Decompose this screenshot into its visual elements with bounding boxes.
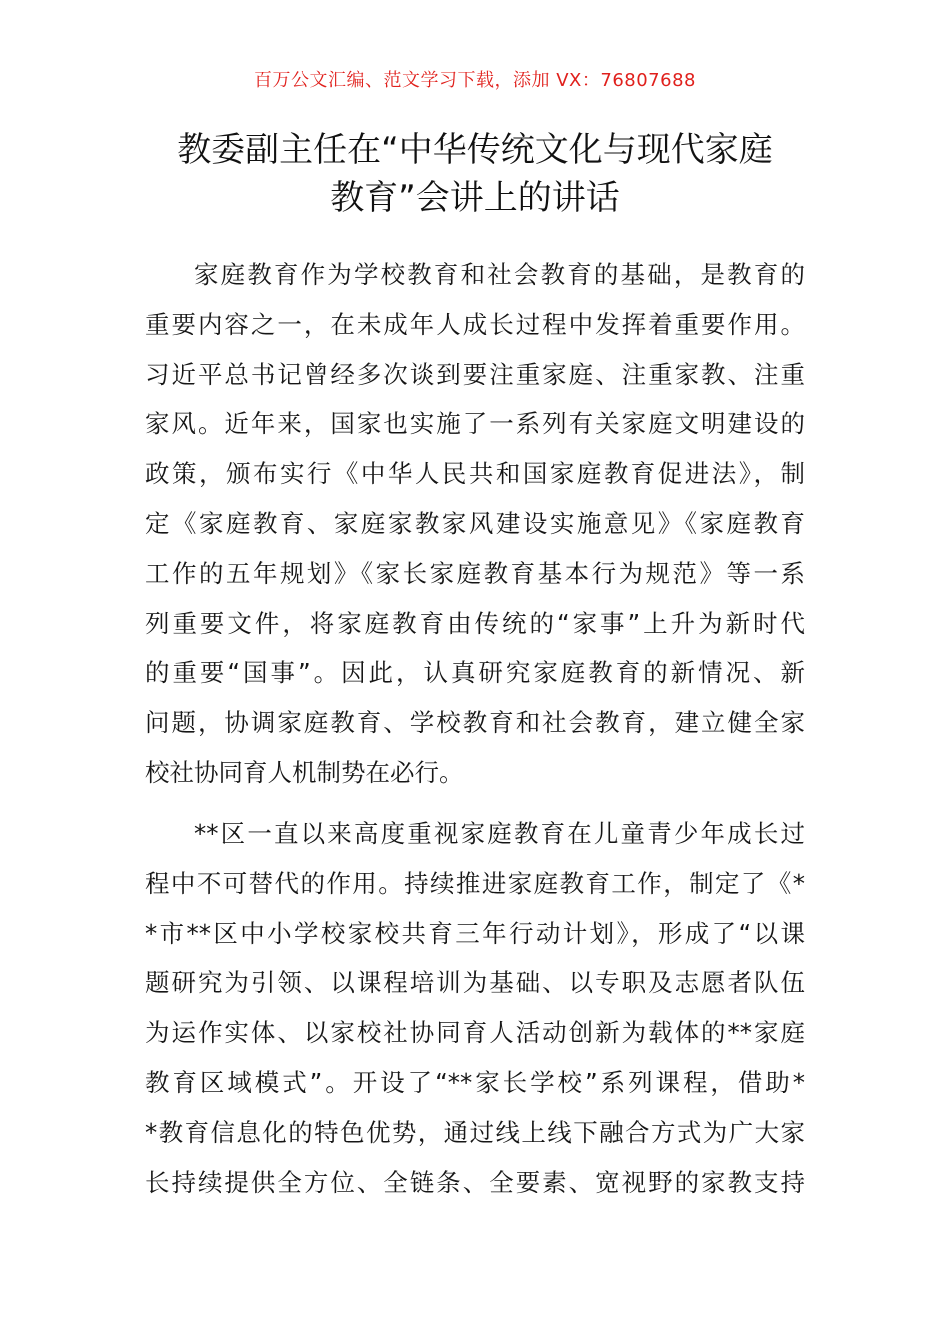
paragraph-line: 长持续提供全方位、全链条、全要素、宽视野的家教支持 <box>145 1167 805 1197</box>
paragraph-line: 为运作实体、以家校社协同育人活动创新为载体的**家庭 <box>145 1018 805 1048</box>
header-note: 百万公文汇编、范文学习下载，添加 VX：76807688 <box>254 70 696 91</box>
paragraph-line: 家风。近年来，国家也实施了一系列有关家庭文明建设的 <box>145 409 805 439</box>
title-line: 教委副主任在“中华传统文化与现代家庭 <box>177 130 773 170</box>
paragraph-line: 校社协同育人机制势在必行。 <box>145 757 464 787</box>
paragraph-line: 题研究为引领、以课程培训为基础、以专职及志愿者队伍 <box>145 968 805 998</box>
title-line: 教育”会讲上的讲话 <box>330 178 620 218</box>
paragraph-2 <box>145 809 805 1207</box>
document-title <box>145 126 805 222</box>
paragraph-line: 习近平总书记曾经多次谈到要注重家庭、注重家教、注重 <box>145 359 805 389</box>
paragraph-line: 家庭教育作为学校教育和社会教育的基础，是教育的 <box>194 260 805 289</box>
paragraph-line: 问题，协调家庭教育、学校教育和社会教育，建立健全家 <box>145 708 805 738</box>
paragraph-line: 重要内容之一，在未成年人成长过程中发挥着重要作用。 <box>145 309 805 339</box>
paragraph-line: 教育区域模式”。开设了“**家长学校”系列课程，借助* <box>145 1067 805 1097</box>
paragraph-line: 工作的五年规划》《家长家庭教育基本行为规范》等一系 <box>145 558 805 588</box>
paragraph-line: 政策，颁布实行《中华人民共和国家庭教育促进法》，制 <box>145 459 805 489</box>
paragraph-1 <box>145 250 805 798</box>
paragraph-line: *市**区中小学校家校共育三年行动计划》，形成了“以课 <box>145 918 805 948</box>
paragraph-line: 程中不可替代的作用。持续推进家庭教育工作，制定了《* <box>145 868 805 898</box>
paragraph-line: 定《家庭教育、家庭家教家风建设实施意见》《家庭教育 <box>145 508 805 538</box>
paragraph-line: **区一直以来高度重视家庭教育在儿童青少年成长过 <box>194 819 805 848</box>
paragraph-line: *教育信息化的特色优势，通过线上线下融合方式为广大家 <box>145 1117 805 1147</box>
paragraph-line: 列重要文件，将家庭教育由传统的“家事”上升为新时代 <box>145 608 805 638</box>
paragraph-line: 的重要“国事”。因此，认真研究家庭教育的新情况、新 <box>145 658 805 688</box>
